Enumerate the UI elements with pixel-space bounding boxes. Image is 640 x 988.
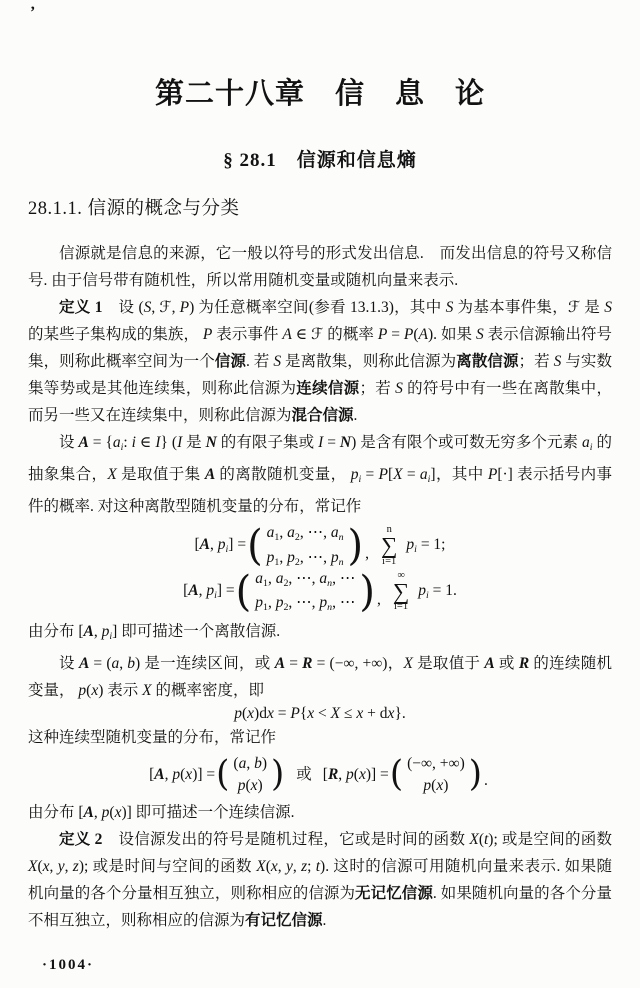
chapter-title: 第二十八章 信 息 论 — [154, 78, 485, 110]
page-number: ·1004· — [42, 957, 95, 973]
left-paren-icon: ( — [235, 567, 252, 617]
formula-lhs: [A, p(x)] = — [149, 765, 216, 783]
matrix-rows — [404, 755, 468, 796]
matrix-rows — [230, 755, 270, 796]
sum-lower-limit: i=1 — [394, 601, 409, 613]
matrix-row-probs: p1, p2, ⋯, pn — [266, 548, 344, 568]
scan-artifact-mark: ’ — [30, 4, 36, 21]
paragraph-continuous-conclusion: 由分布 [A, p(x)] 即可描述一个连续信源. — [28, 804, 295, 822]
paragraph-definition-1: 定义 1 设 (S, ℱ, P) 为任意概率空间(参看 13.1.3)，其中 S 为基本事件集，ℱ 是 S 的某些子集构成的集族， P 表示事件 A ∈ ℱ 的概率 P = P(A). 如果 S 表示信源输出符号集，则称此概率空间为一个信源. 若 S 是离散集，则称此信源为离散信源；若 S 与实数集等势或是其他连续集，则称此信源为连续信源；若 S 的符号中有一些在离散集中，而另一些又在连续集中，则称此信源为混合信源. — [28, 299, 612, 425]
summation — [381, 525, 397, 567]
matrix-row-density: p(x) — [237, 777, 263, 795]
formula-lhs: [A, pi] = — [183, 582, 235, 602]
paragraph-continuous-setup: 设 A = (a, b) 是一连续区间，或 A = R = (−∞, +∞)，X 是取值于 A 或 R 的连续随机变量， p(x) 表示 X 的概率密度，即 — [28, 654, 612, 699]
formula-period: . — [484, 772, 488, 790]
paragraph-definition-2: 定义 2 设信源发出的符号是随机过程，它或是时间的函数 X(t); 或是空间的函数 X(x, y, z); 或是时间与空间的函数 X(x, y, z; t). 这时的信源可用随机向量来表示. 如果随机向量的各个分量相互独立，则称相应的信源为无记忆信源. 如果随机向量的各个分量不相互独立，则称相应的信源为有记忆信源. — [28, 831, 613, 930]
sum-upper-limit: ∞ — [397, 570, 405, 582]
left-paren-icon: ( — [216, 753, 230, 796]
formula-lhs: [A, pi] = — [194, 536, 247, 556]
matrix-rows — [252, 570, 358, 614]
matrix-rows — [264, 524, 347, 568]
summation — [393, 571, 409, 613]
matrix-row-symbols: a1, a2, ⋯, an, ⋯ — [255, 570, 356, 589]
formula-lhs: [R, p(x)] = — [322, 765, 389, 783]
subsection-title: 28.1.1. 信源的概念与分类 — [28, 199, 240, 220]
formula-discrete-countable — [28, 567, 612, 617]
matrix-row-interval: (a, b) — [233, 754, 267, 772]
formula-density — [28, 705, 612, 723]
right-paren-icon: ) — [359, 567, 375, 617]
formula-discrete-finite — [28, 522, 612, 571]
left-paren-icon: ( — [389, 753, 404, 796]
formula-left-group — [149, 755, 285, 796]
sum-lower-limit: i=1 — [382, 555, 397, 567]
paragraph-discrete-conclusion: 由分布 [A, pi] 即可描述一个离散信源. — [28, 622, 281, 642]
matrix-row-symbols: a1, a2, ⋯, an — [266, 524, 344, 544]
matrix-row-interval: (−∞, +∞) — [407, 754, 465, 772]
sigma-icon: ∑ — [392, 578, 410, 604]
left-paren-icon: ( — [247, 522, 263, 571]
right-paren-icon: ) — [271, 753, 285, 796]
paragraph-continuous-notation: 这种连续型随机变量的分布，常记作 — [28, 728, 277, 746]
formula-comma: , — [376, 590, 381, 608]
formula-continuous-distribution — [28, 755, 612, 796]
matrix-row-probs: p1, p2, ⋯, pn, ⋯ — [255, 594, 356, 614]
right-paren-icon: ) — [347, 522, 364, 571]
paragraph-source-intro: 信源就是信息的来源，它一般以符号的形式发出信息. 而发出信息的符号又称信号. 由于信号带有随机性，所以常用随机变量或随机向量来表示. — [28, 245, 612, 290]
formula-tail: pi = 1. — [418, 582, 457, 602]
body-text — [28, 240, 612, 934]
formula-comma: , — [365, 545, 370, 563]
paragraph-discrete-setup: 设 A = {ai: i ∈ I} (I 是 N 的有限子集或 I = N) 是含有限个或可数无穷多个元素 ai 的抽象集合，X 是取值于集 A 的离散随机变量， pi = P[X = ai]，其中 P[·] 表示括号内事件的概率. 对这种离散型随机变量的分布，常记作 — [28, 434, 612, 516]
or-connector: 或 — [296, 765, 312, 783]
matrix-row-density: p(x) — [423, 777, 449, 795]
formula-right-group — [323, 755, 483, 796]
section-title: § 28.1 信源和信息熵 — [223, 150, 417, 172]
sigma-icon: ∑ — [381, 532, 398, 558]
right-paren-icon: ) — [468, 753, 482, 796]
sum-upper-limit: n — [386, 524, 392, 536]
formula-line: p(x)dx = P{x < X ≤ x + dx}. — [234, 704, 406, 722]
formula-tail: pi = 1; — [406, 536, 446, 556]
